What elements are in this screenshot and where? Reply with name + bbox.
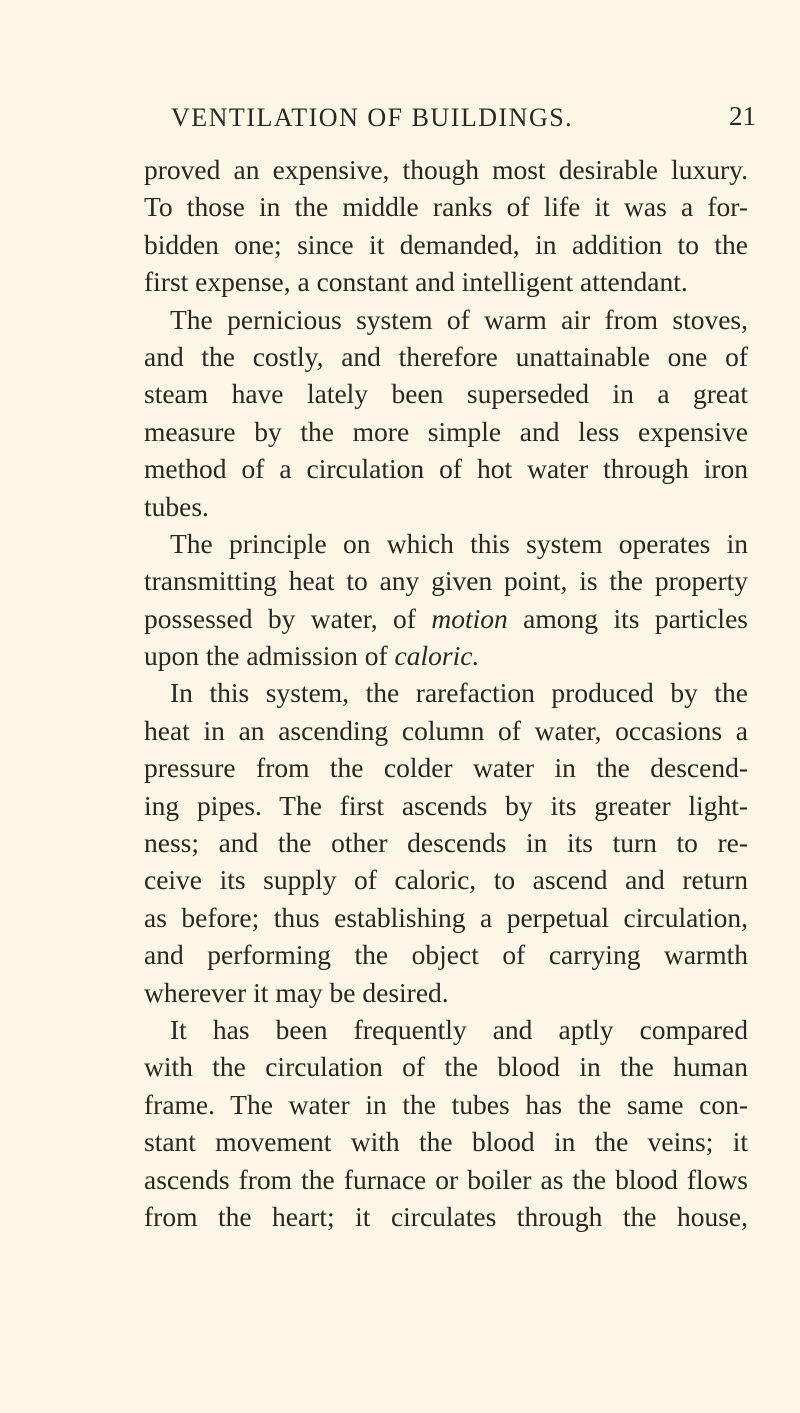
text-line: To those in the middle ranks of life it was a for-	[144, 191, 748, 223]
text-line	[144, 600, 748, 637]
text-line: The pernicious system of warm air from stoves,	[170, 303, 748, 335]
text-line: ascends from the furnace or boiler as the blood flows	[144, 1163, 748, 1195]
text-line: In this system, the rarefaction produced by the	[170, 677, 748, 709]
body-text	[144, 151, 748, 1235]
text-fragment: among its particles	[507, 602, 748, 634]
text-line: ceive its supply of caloric, to ascend and return	[144, 864, 748, 896]
text-line: proved an expensive, though most desirable luxury.	[144, 154, 748, 185]
text-line: with the circulation of the blood in the human	[144, 1051, 748, 1083]
text-line: as before; thus establishing a perpetual circulation,	[144, 901, 748, 933]
text-line: ness; and the other descends in its turn to re-	[144, 827, 748, 859]
italic-term: caloric.	[394, 640, 480, 672]
text-line: pressure from the colder water in the descend-	[144, 752, 748, 784]
text-fragment: possessed by water, of	[144, 602, 432, 634]
text-line: and the costly, and therefore unattainable one of	[144, 340, 748, 372]
text-line: ing pipes. The first ascends by its greater light-	[144, 789, 748, 821]
text-line: and performing the object of carrying warmth	[144, 939, 748, 971]
text-line: bidden one; since it demanded, in addition to the	[144, 228, 748, 260]
text-line: tubes.	[144, 490, 209, 522]
text-line: The principle on which this system operates in	[170, 527, 748, 559]
text-line	[144, 637, 748, 674]
running-title: VENTILATION OF BUILDINGS.	[171, 103, 574, 132]
text-line: frame. The water in the tubes has the same con-	[144, 1088, 748, 1120]
text-line: transmitting heat to any given point, is the property	[144, 565, 748, 597]
text-line: heat in an ascending column of water, occasions a	[144, 714, 748, 746]
text-line: measure by the more simple and less expensive	[144, 415, 748, 447]
text-line: method of a circulation of hot water through iron	[144, 453, 748, 485]
text-line: stant movement with the blood in the veins; it	[144, 1126, 748, 1158]
page-number: 21	[729, 101, 756, 131]
text-line: first expense, a constant and intelligent attendant.	[144, 266, 688, 298]
text-fragment: upon the admission of	[144, 640, 395, 672]
italic-term: motion	[431, 602, 508, 634]
text-line: steam have lately been superseded in a great	[144, 378, 748, 410]
text-line: It has been frequently and aptly compared	[170, 1013, 748, 1045]
text-line: from the heart; it circulates through the house,	[144, 1200, 748, 1232]
text-line: wherever it may be desired.	[144, 976, 449, 1008]
